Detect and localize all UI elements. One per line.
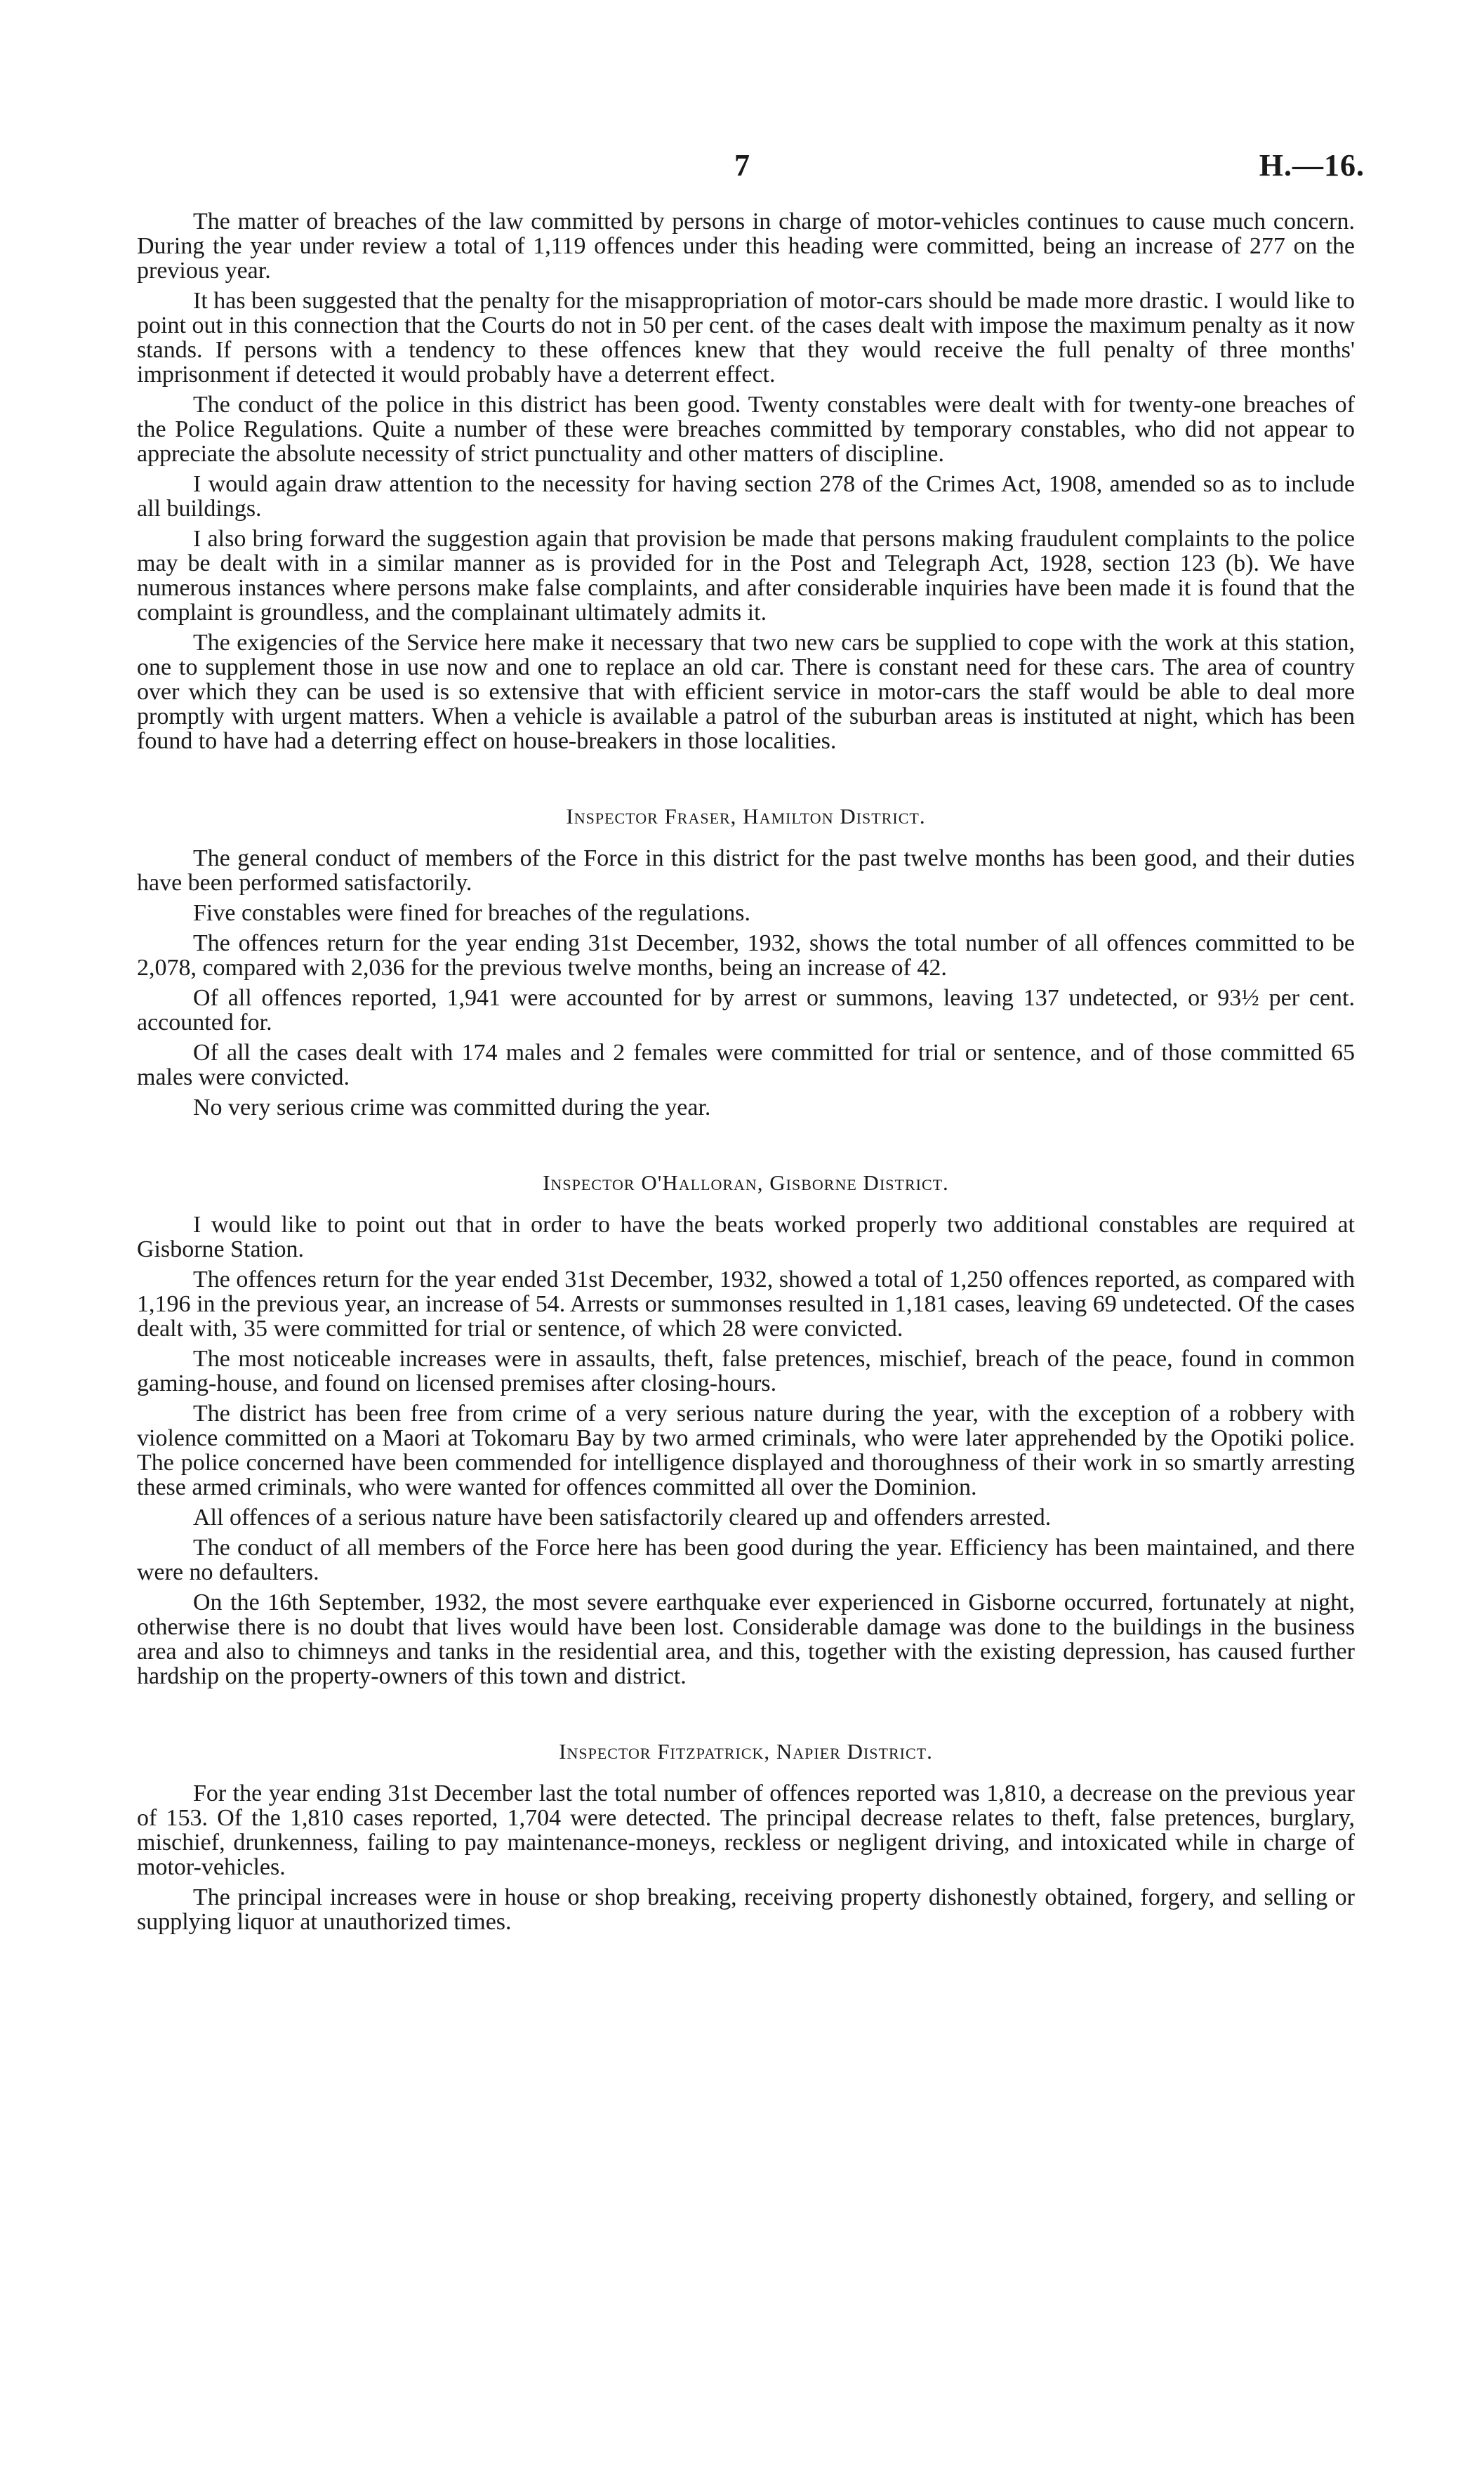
section-napier-district (137, 1739, 1355, 1934)
paragraph: All offences of a serious nature have been satisfactorily cleared up and offenders arrested. (193, 1505, 1052, 1531)
paragraph: The matter of breaches of the law committed by persons in charge of motor-vehicles continues to cause much concern. During the year under review a total of 1,119 offences under this heading were committed, being an increase of 277 on the previous year. (137, 209, 1355, 284)
paragraph: No very serious crime was committed during the year. (193, 1095, 711, 1120)
paragraph: The conduct of all members of the Force here has been good during the year. Efficiency has been maintained, and there were no defaulters. (137, 1535, 1355, 1585)
section-hamilton-district (137, 804, 1355, 1120)
section-motor-vehicles-continued (137, 209, 1355, 753)
section-heading: Inspector Fitzpatrick, Napier District. (559, 1739, 933, 1764)
paragraph: The district has been free from crime of a very serious nature during the year, with the exception of a robbery with violence committed on a Maori at Tokomaru Bay by two armed criminals, who were later apprehended by the Opotiki police. The police concerned have been commended for intelligence displayed and thoroughness of their work in so smartly arresting these armed criminals, who were wanted for offences committed all over the Dominion. (137, 1401, 1355, 1500)
paragraph: The exigencies of the Service here make it necessary that two new cars be supplied to cope with the work at this station, one to supplement those in use now and one to replace an old car. There is constant need for these cars. The area of country over which they can be used is so extensive that with efficient service in motor-cars the staff would be able to deal more promptly with urgent matters. When a vehicle is available a patrol of the suburban areas is instituted at night, which has been found to have had a deterring effect on house-breakers in those localities. (137, 630, 1355, 754)
paragraph: I would like to point out that in order to have the beats worked properly two additional constables are required at Gisborne Station. (137, 1212, 1355, 1262)
paragraph: The principal increases were in house or shop breaking, receiving property dishonestly obtained, forgery, and selling or supplying liquor at unauthorized times. (137, 1884, 1355, 1935)
page-number: 7 (734, 148, 750, 183)
document-reference: H.—16. (1259, 148, 1365, 183)
paragraph: The offences return for the year ended 31st December, 1932, showed a total of 1,250 offences reported, as compared with 1,196 in the previous year, an increase of 54. Arrests or summonses resulted in 1,181 cases, leaving 69 undetected. Of the cases dealt with, 35 were committed for trial or sentence, of which 28 were convicted. (137, 1267, 1355, 1342)
paragraph: Of all offences reported, 1,941 were accounted for by arrest or summons, leaving 137 undetected, or 93½ per cent. accounted for. (137, 985, 1355, 1036)
paragraph: I also bring forward the suggestion again that provision be made that persons making fraudulent complaints to the police may be dealt with in a similar manner as is provided for in the Post and Telegraph Act, 1928, section 123 (b). We have numerous instances where persons make false complaints, and after considerable inquiries have been made it is found that the complaint is groundless, and the complainant ultimately admits it. (137, 526, 1355, 626)
section-heading: Inspector Fraser, Hamilton District. (566, 804, 926, 828)
paragraph: Five constables were fined for breaches of the regulations. (193, 900, 750, 926)
paragraph: The conduct of the police in this district has been good. Twenty constables were dealt with for twenty-one breaches of the Police Regulations. Quite a number of these were breaches committed by temporary constables, who did not appear to appreciate the absolute necessity of strict punctuality and other matters of discipline. (137, 392, 1355, 467)
paragraph: I would again draw attention to the necessity for having section 278 of the Crimes Act, 1908, amended so as to include all buildings. (137, 471, 1355, 522)
paragraph: For the year ending 31st December last the total number of offences reported was 1,810, a decrease on the previous year of 153. Of the 1,810 cases reported, 1,704 were detected. The principal decrease relates to theft, false pretences, burglary, mischief, drunkenness, failing to pay maintenance-moneys, reckless or negligent driving, and intoxicated while in charge of motor-vehicles. (137, 1780, 1355, 1880)
report-body (137, 209, 1355, 1940)
paragraph: The most noticeable increases were in assaults, theft, false pretences, mischief, breach of the peace, found in common gaming-house, and found on licensed premises after closing-hours. (137, 1346, 1355, 1396)
paragraph: The general conduct of members of the Force in this district for the past twelve months has been good, and their duties have been performed satisfactorily. (137, 845, 1355, 896)
section-heading: Inspector O'Halloran, Gisborne District. (543, 1170, 949, 1195)
paragraph: On the 16th September, 1932, the most severe earthquake ever experienced in Gisborne occurred, fortunately at night, otherwise there is no doubt that lives would have been lost. Considerable damage was done to the buildings in the business area and also to chimneys and tanks in the residential area, and this, together with the existing depression, has caused further hardship on the property-owners of this town and district. (137, 1589, 1355, 1689)
paragraph: The offences return for the year ending 31st December, 1932, shows the total number of all offences committed to be 2,078, compared with 2,036 for the previous twelve months, being an increase of 42. (137, 930, 1355, 981)
paragraph: It has been suggested that the penalty for the misappropriation of motor-cars should be made more drastic. I would like to point out in this connection that the Courts do not in 50 per cent. of the cases dealt with impose the maximum penalty as it now stands. If persons with a tendency to these offences knew that they would receive the full penalty of three months' imprisonment if detected it would probably have a deterrent effect. (137, 288, 1355, 388)
section-gisborne-district (137, 1170, 1355, 1688)
paragraph: Of all the cases dealt with 174 males and 2 females were committed for trial or sentence, and of those committed 65 males were convicted. (137, 1040, 1355, 1090)
